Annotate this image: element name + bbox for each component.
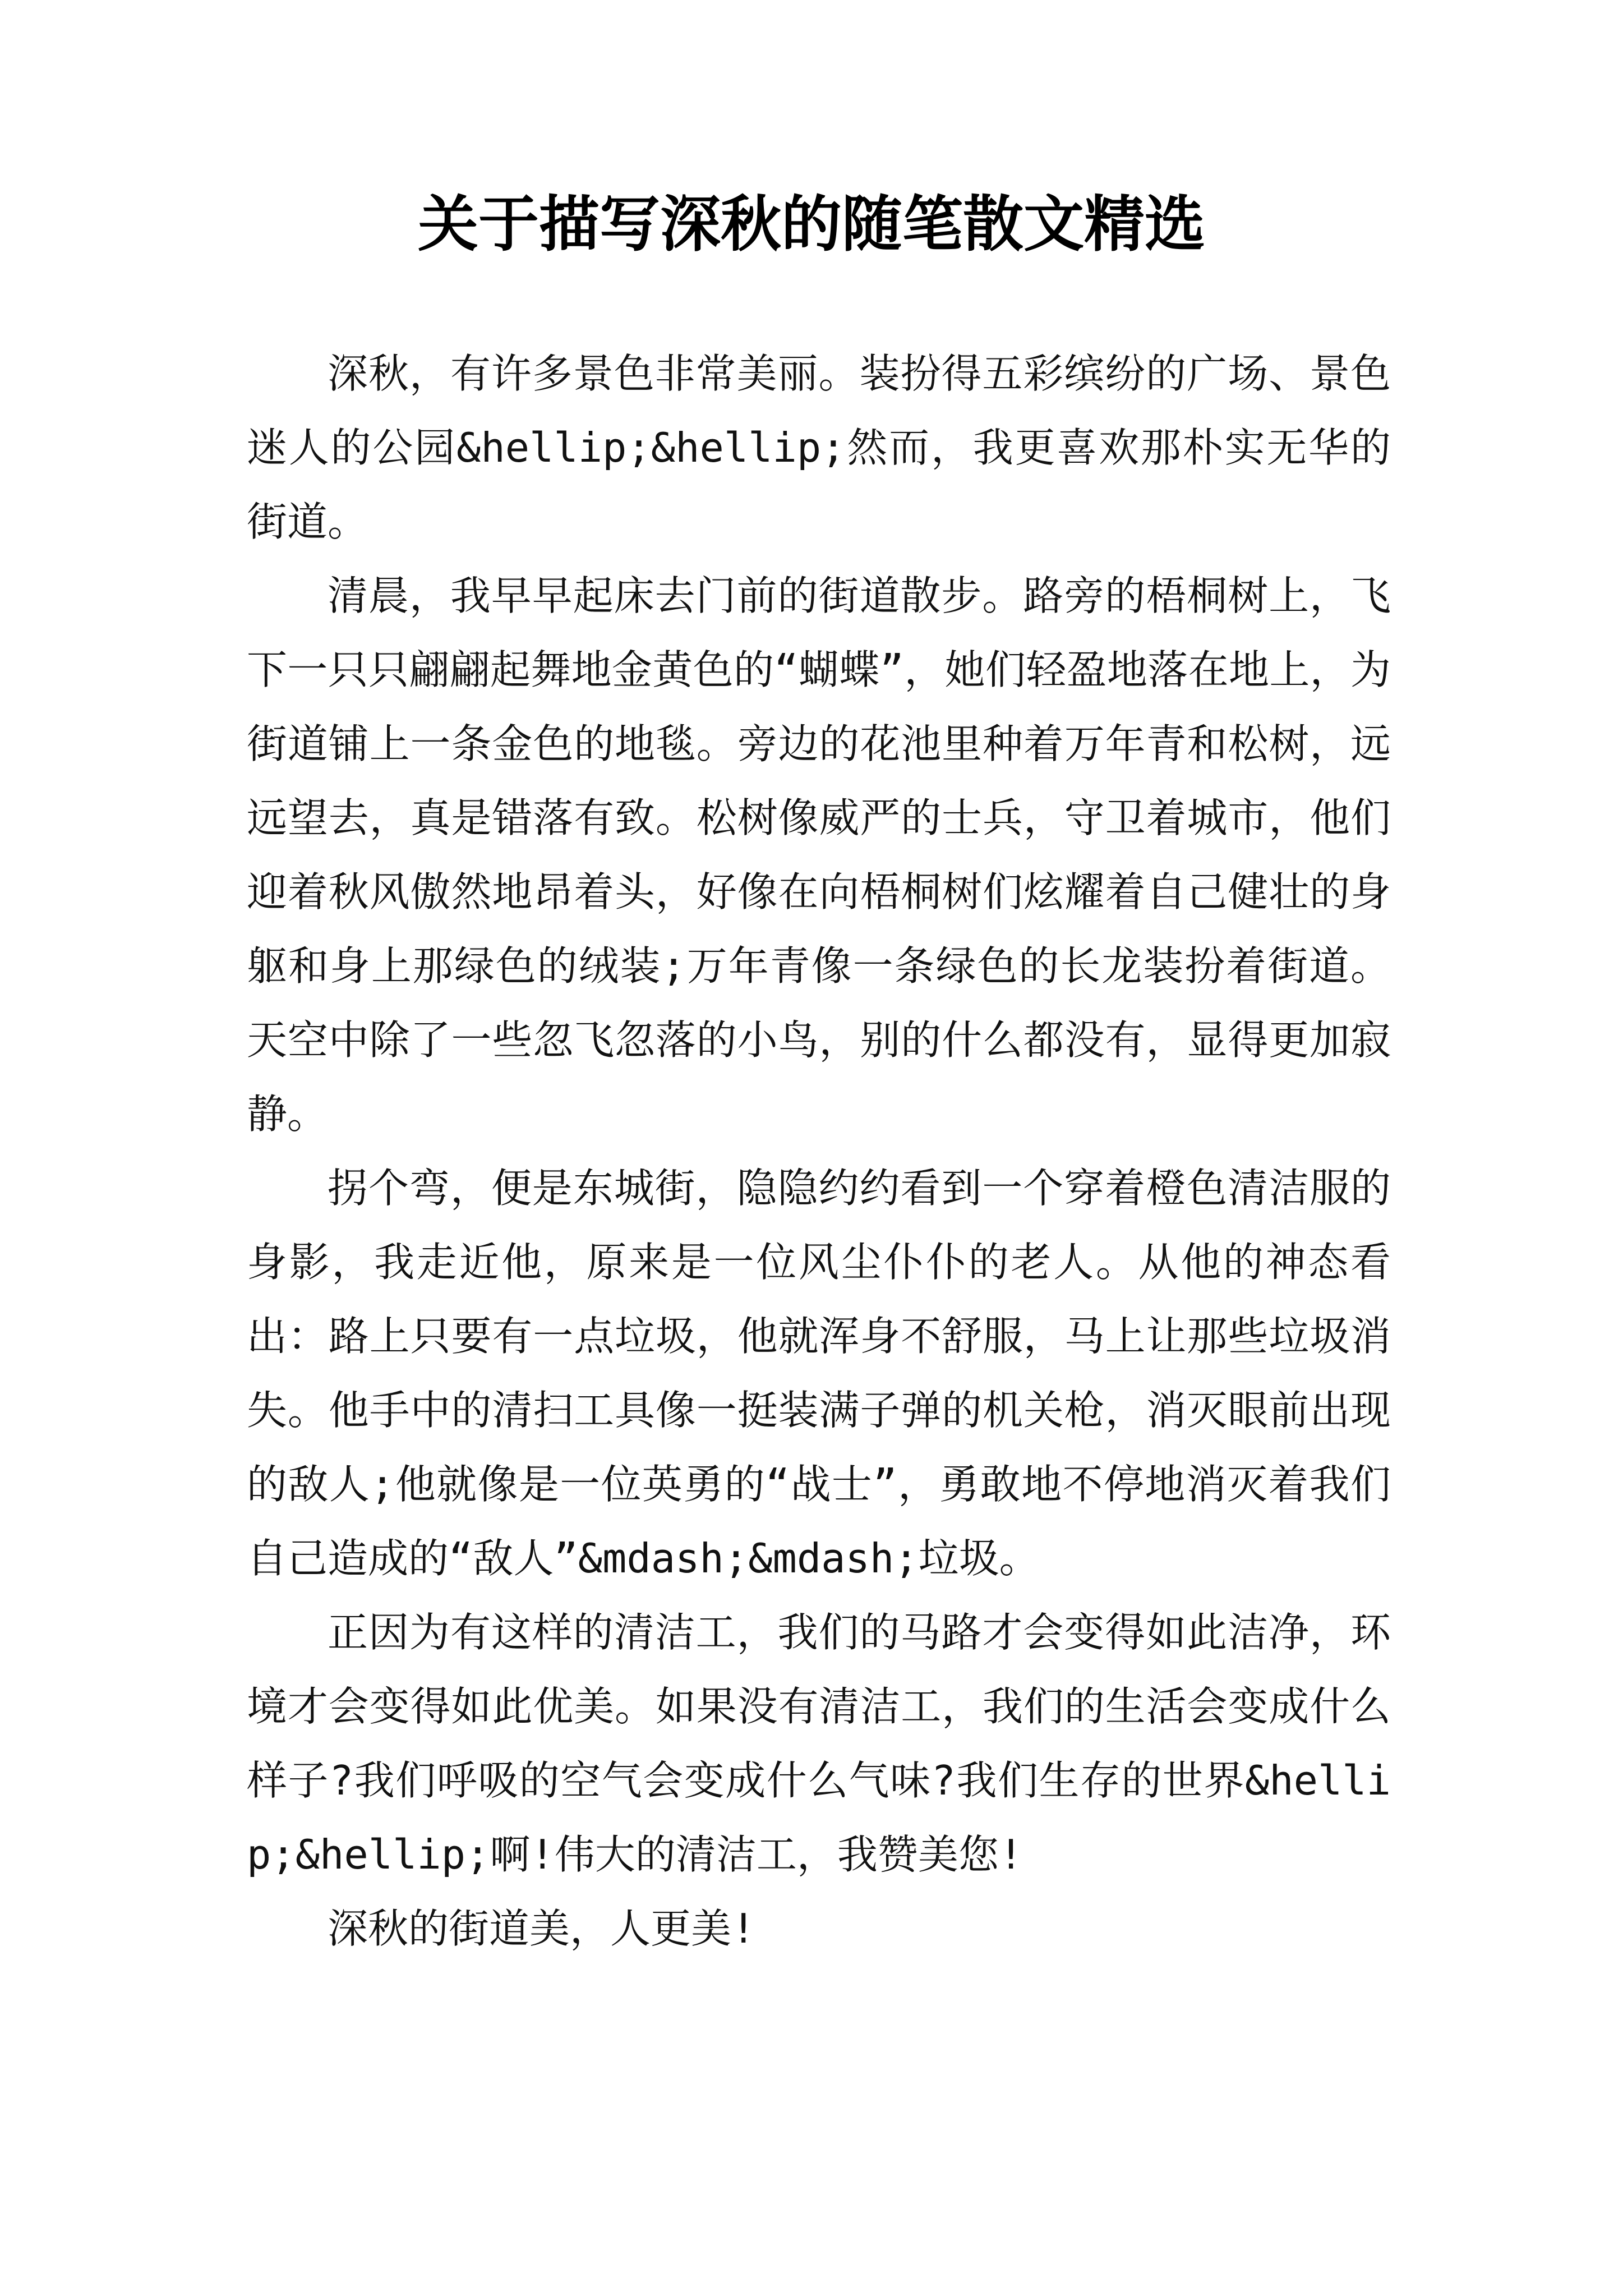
paragraph-1: 深秋，有许多景色非常美丽。装扮得五彩缤纷的广场、景色迷人的公园&hellip;&hellip;然而，我更喜欢那朴实无华的街道。 [247, 350, 1391, 545]
paragraph-2: 清晨，我早早起床去门前的街道散步。路旁的梧桐树上，飞下一只只翩翩起舞地金黄色的“蝴蝶”，她们轻盈地落在地上，为街道铺上一条金色的地毯。旁边的花池里种着万年青和松树，远远望去，真是错落有致。松树像威严的士兵，守卫着城市，他们迎着秋风傲然地昂着头，好像在向梧桐树们炫耀着自己健壮的身躯和身上那绿色的绒装;万年青像一条绿色的长龙装扮着街道。天空中除了一些忽飞忽落的小鸟，别的什么都没有，显得更加寂静。 [247, 572, 1391, 1138]
paragraph-5: 深秋的街道美，人更美! [328, 1905, 756, 1952]
page-title: 关于描写深秋的随笔散文精选 [417, 189, 1205, 260]
paragraph-3: 拐个弯，便是东城街，隐隐约约看到一个穿着橙色清洁服的身影，我走近他，原来是一位风尘仆仆的老人。从他的神态看出：路上只要有一点垃圾，他就浑身不舒服，马上让那些垃圾消失。他手中的清扫工具像一挺装满子弹的机关枪，消灭眼前出现的敌人;他就像是一位英勇的“战士”，勇敢地不停地消灭着我们自己造成的“敌人”&mdash;&mdash;垃圾。 [247, 1165, 1391, 1582]
paragraph-4: 正因为有这样的清洁工，我们的马路才会变得如此洁净，环境才会变得如此优美。如果没有清洁工，我们的生活会变成什么样子?我们呼吸的空气会变成什么气味?我们生存的世界&hellip;&hellip;啊!伟大的清洁工，我赞美您! [247, 1609, 1391, 1878]
article-body [247, 337, 1391, 1966]
